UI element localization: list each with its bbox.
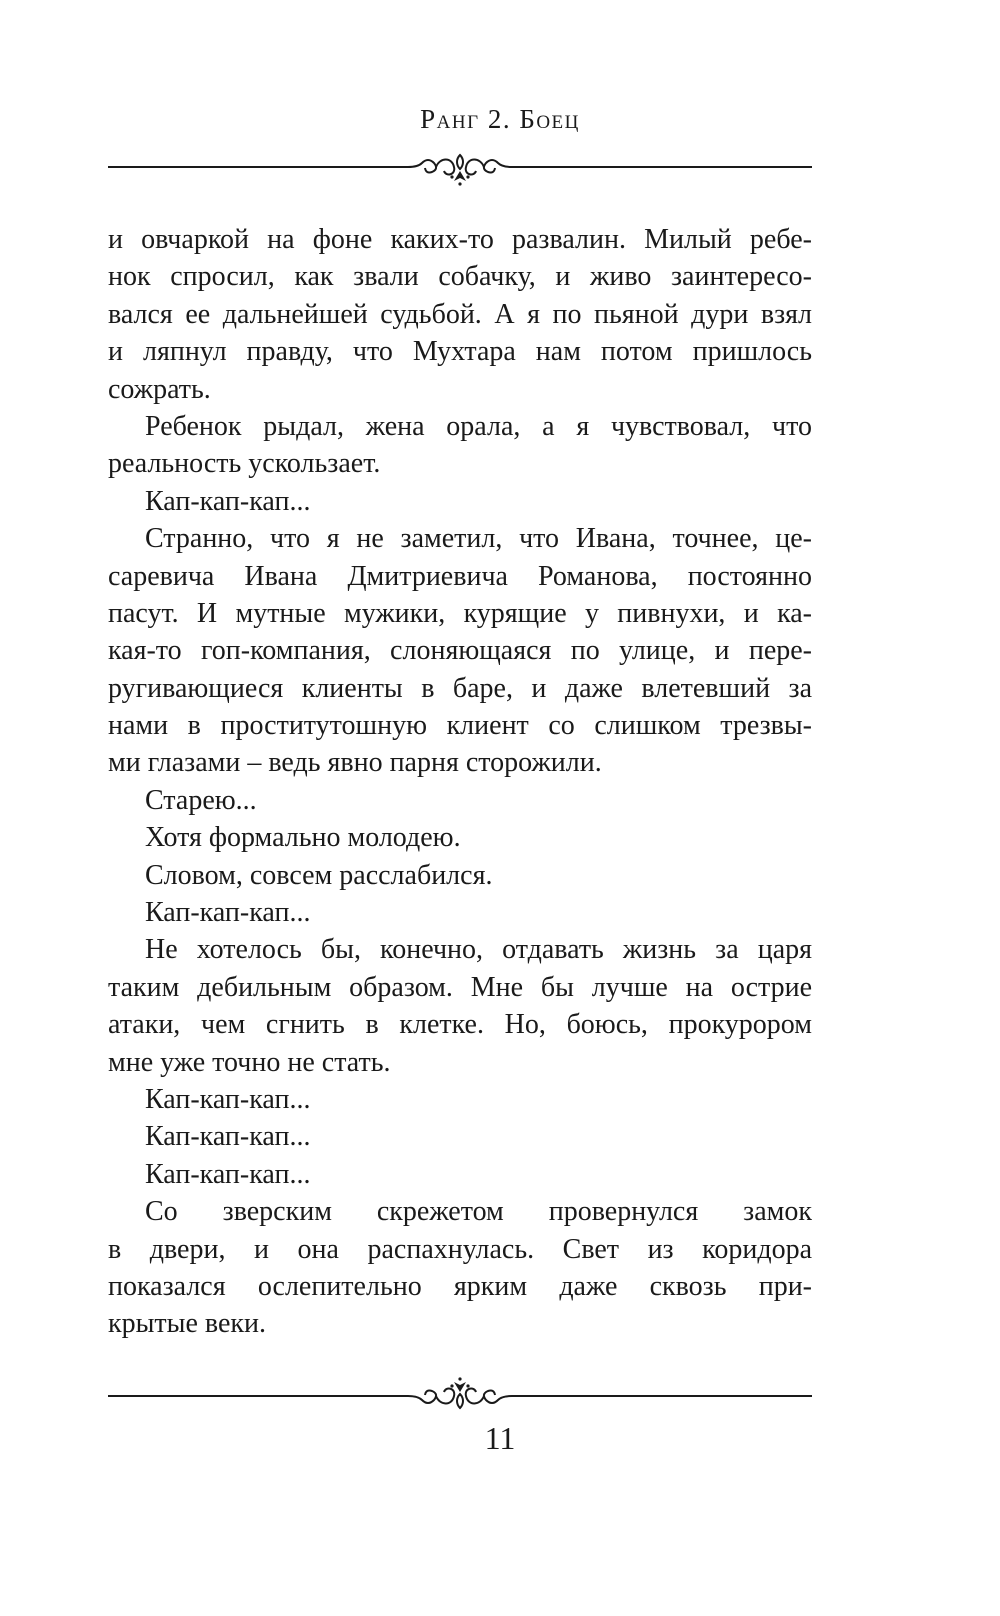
running-head: Ранг 2. Боец (420, 104, 580, 134)
text-line: кая-то гоп-компания, слоняющаяся по улице, и пере- (108, 635, 812, 667)
body-text (108, 221, 812, 1343)
text-line: атаки, чем сгнить в клетке. Но, боюсь, прокурором (108, 1009, 812, 1041)
top-ornament-divider (108, 151, 812, 191)
page-number: 11 (484, 1420, 516, 1456)
text-line: ругивающиеся клиенты в баре, и даже влетевший за (108, 672, 812, 704)
text-line: показался ослепительно ярким даже сквозь при- (108, 1270, 812, 1302)
text-line: ми глазами – ведь явно парня сторожили. (108, 747, 602, 779)
bottom-ornament-divider (108, 1372, 812, 1412)
text-line: Со зверским скрежетом провернулся замок (145, 1196, 812, 1228)
text-line: мне уже точно не стать. (108, 1046, 391, 1078)
text-line: в двери, и она распахнулась. Свет из коридора (108, 1233, 812, 1265)
text-line: крытые веки. (108, 1308, 266, 1340)
text-line: Кап-кап-кап... (145, 1083, 311, 1115)
text-line: сожрать. (108, 373, 211, 405)
text-line: нок спросил, как звали собачку, и живо заинтересо- (108, 261, 812, 293)
text-line: нами в проститутошную клиент со слишком трезвы- (108, 710, 812, 742)
text-line: Старею... (145, 784, 257, 816)
text-line: таким дебильным образом. Мне бы лучше на острие (108, 971, 812, 1003)
text-line: Кап-кап-кап... (145, 897, 311, 929)
text-line: реальность ускользает. (108, 448, 381, 480)
text-line: Кап-кап-кап... (145, 485, 311, 517)
text-line: саревича Ивана Дмитриевича Романова, постоянно (108, 560, 812, 592)
text-line: вался ее дальнейшей судьбой. А я по пьяной дури взял (108, 298, 812, 330)
text-line: пасут. И мутные мужики, курящие у пивнухи, и ка- (108, 597, 812, 629)
text-line: Ребенок рыдал, жена орала, а я чувствовал, что (145, 410, 812, 442)
text-line: и ляпнул правду, что Мухтара нам потом пришлось (108, 336, 812, 368)
text-line: Хотя формально молодею. (145, 822, 461, 854)
text-line: Не хотелось бы, конечно, отдавать жизнь за царя (145, 934, 812, 966)
text-line: Кап-кап-кап... (145, 1121, 311, 1153)
text-line: Словом, совсем расслабился. (145, 859, 493, 891)
text-line: Странно, что я не заметил, что Ивана, точнее, це- (145, 523, 812, 555)
text-line: и овчаркой на фоне каких-то развалин. Милый ребе- (108, 224, 812, 255)
text-line: Кап-кап-кап... (145, 1158, 311, 1190)
